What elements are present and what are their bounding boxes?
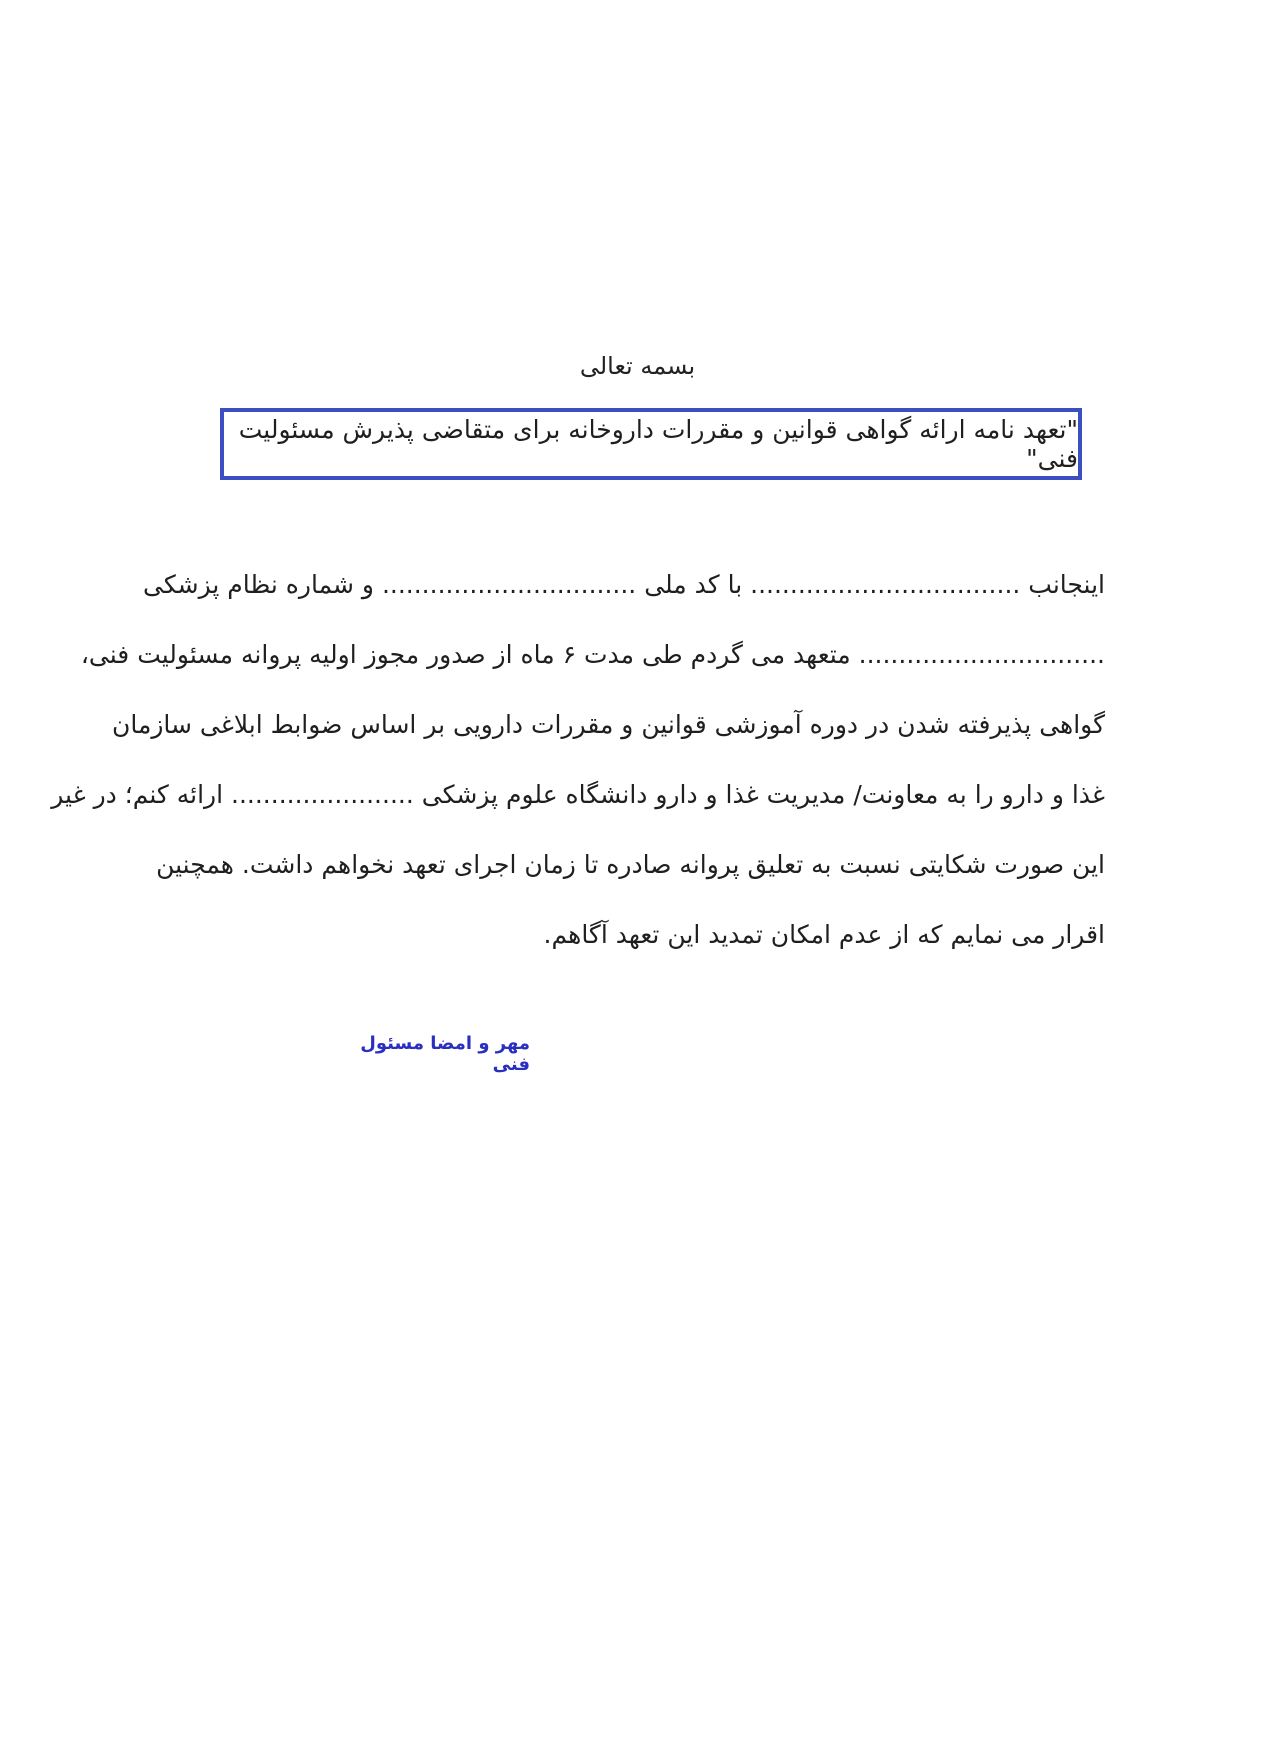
body-line: اقرار می نمایم که از عدم امکان تمدید این تعهد آگاهم. [543,920,1105,949]
body-line: اینجانب .................................. با کد ملی ................................ و شماره نظام پزشکی [143,570,1105,599]
document-title: "تعهد نامه ارائه گواهی قوانین و مقررات داروخانه برای متقاضی پذیرش مسئولیت فنی" [238,415,1078,473]
bismillah-heading: بسمه تعالی [579,352,696,380]
body-line: این صورت شکایتی نسبت به تعلیق پروانه صادره تا زمان اجرای تعهد نخواهم داشت. همچنین [156,850,1105,879]
body-line: گواهی پذیرفته شدن در دوره آموزشی قوانین و مقررات دارویی بر اساس ضوابط ابلاغی سازمان [111,710,1105,739]
body-line: غذا و دارو را به معاونت/ مدیریت غذا و دارو دانشگاه علوم پزشکی ....................... ارائه کنم؛ در غیر [51,780,1105,809]
body-line: ............................... متعهد می گردم طی مدت ۶ ماه از صدور مجوز اولیه پروانه مسئولیت فنی، [80,640,1105,669]
signature-label: مهر و امضا مسئول فنی [360,1033,530,1075]
commitment-body [51,560,1105,980]
document-title-box [220,408,1082,480]
